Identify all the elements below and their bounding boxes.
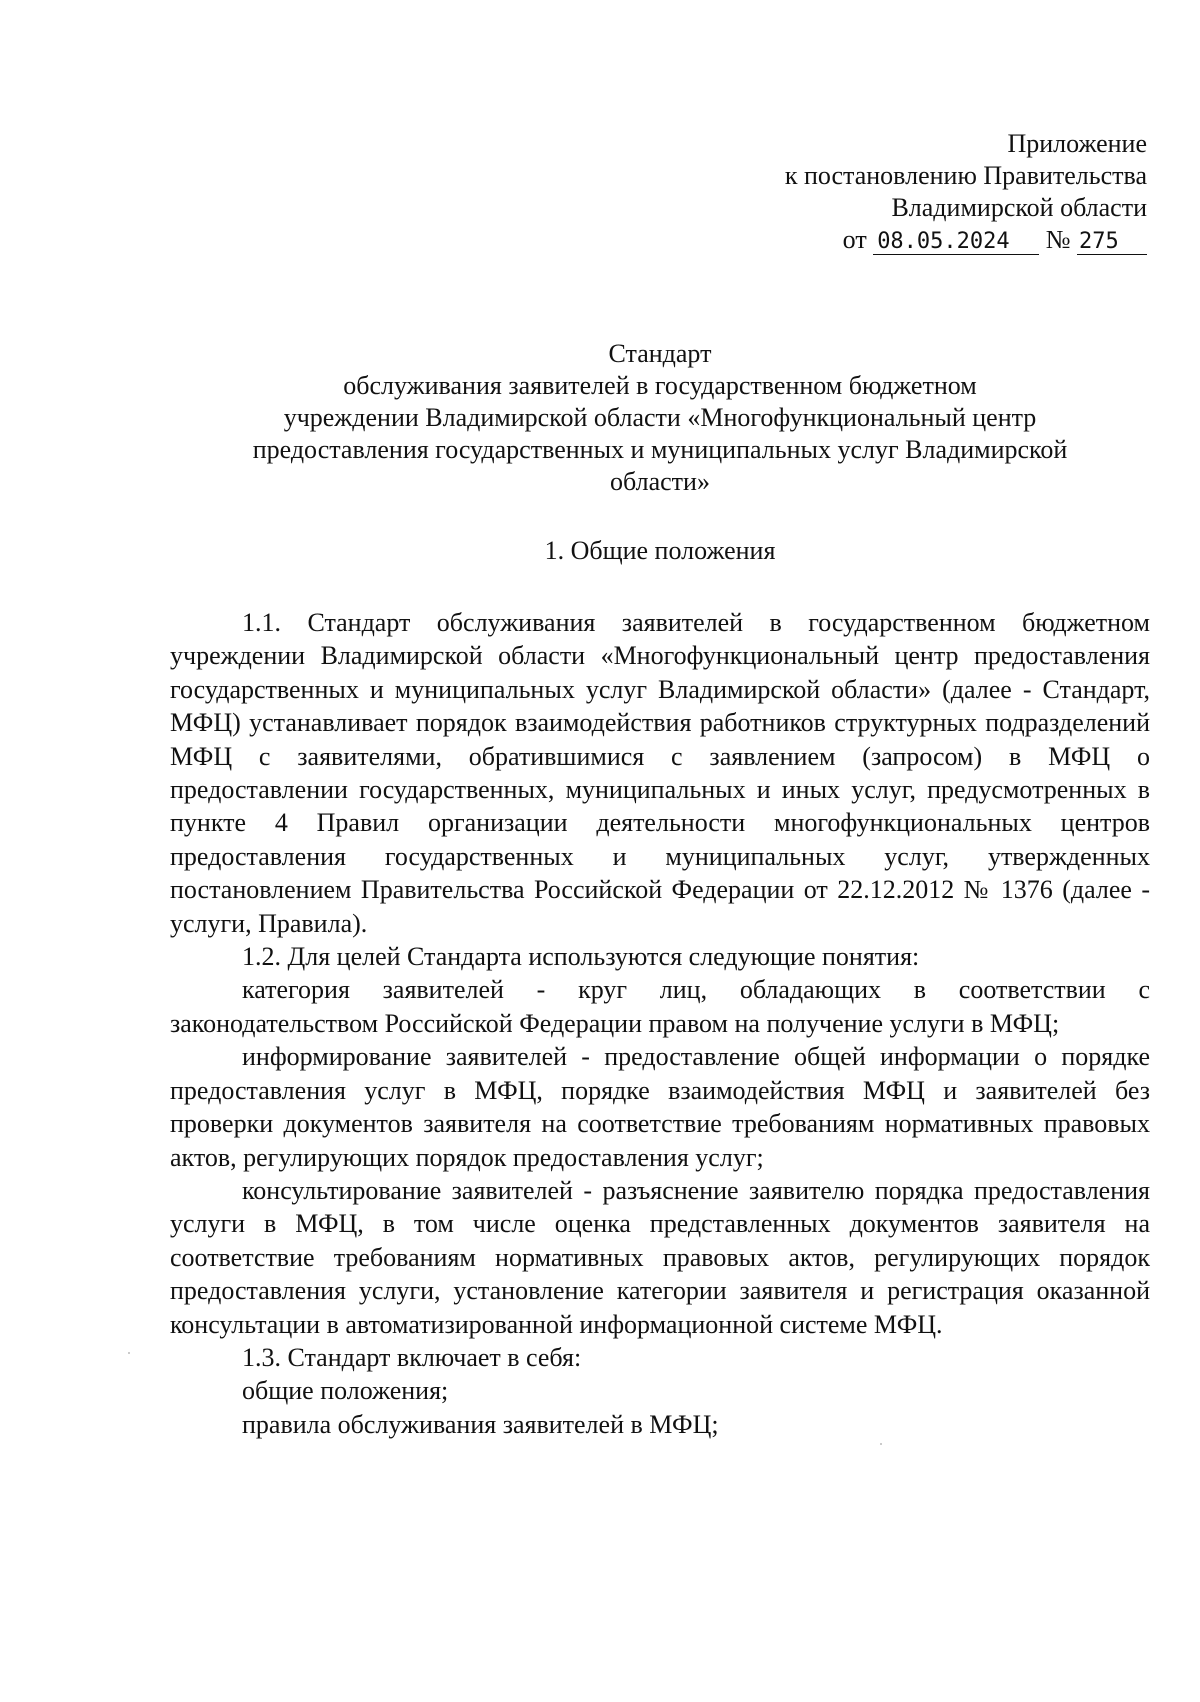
approval-number-label: № xyxy=(1045,225,1071,254)
paragraph-1-1: 1.1. Стандарт обслуживания заявителей в государственном бюджетном учреждении Владимирской области «Многофункциональный центр предоставления государственных и муниципальных услуг Владимирской области» (далее - Стандарт, МФЦ) устанавливает порядок взаимодействия работников структурных подразделений МФЦ с заявителями, обратившимися с заявлением (запросом) в МФЦ о предоставлении государственных, муниципальных и иных услуг, предусмотренных в пункте 4 Правил организации деятельности многофункциональных центров предоставления государственных и муниципальных услуг, утвержденных постановлением Правительства Российской Федерации от 22.12.2012 № 1376 (далее - услуги, Правила). xyxy=(170,608,1150,938)
title-line-1: Стандарт xyxy=(608,339,712,368)
title-line-5: области» xyxy=(610,467,710,496)
definition-informing: информирование заявителей - предоставление общей информации о порядке предоставления услуг в МФЦ, порядке взаимодействия МФЦ и заявителей без проверки документов заявителя на соответствие требованиям нормативных правовых актов, регулирующих порядок предоставления услуг; xyxy=(170,1042,1150,1172)
paragraph-1-2: 1.2. Для целей Стандарта используются следующие понятия: xyxy=(242,942,920,972)
definition-applicant-category: категория заявителей - круг лиц, обладающих в соответствии с законодательством Российской Федерации правом на получение услуги в МФЦ; xyxy=(170,975,1150,1038)
scan-speck xyxy=(128,1352,130,1354)
list-item-general: общие положения; xyxy=(242,1376,449,1406)
approval-appendix: Приложение xyxy=(1007,129,1147,158)
approval-from-label: от xyxy=(842,225,867,254)
title-line-3: учреждении Владимирской области «Многофункциональный центр xyxy=(283,403,1037,432)
approval-date: 08.05.2024 xyxy=(873,230,1039,255)
approval-block xyxy=(785,128,1147,256)
scan-speck xyxy=(880,1443,882,1445)
title-line-4: предоставления государственных и муниципальных услуг Владимирской xyxy=(252,435,1068,464)
document-body xyxy=(170,606,1150,1441)
definition-consulting: консультирование заявителей - разъяснение заявителю порядка предоставления услуги в МФЦ, в том числе оценка представленных документов заявителя на соответствие требованиям нормативных правовых актов, регулирующих порядок предоставления услуги, установление категории заявителя и регистрация оказанной консультации в автоматизированной информационной системе МФЦ. xyxy=(170,1175,1150,1339)
approval-number: 275 xyxy=(1077,230,1147,255)
approval-resolution: к постановлению Правительства xyxy=(784,161,1147,190)
paragraph-1-3: 1.3. Стандарт включает в себя: xyxy=(242,1342,582,1372)
approval-region: Владимирской области xyxy=(891,193,1147,222)
title-line-2: обслуживания заявителей в государственном бюджетном xyxy=(343,371,977,400)
document-title xyxy=(170,338,1150,498)
approval-date-number xyxy=(785,224,1147,256)
list-item-rules: правила обслуживания заявителей в МФЦ; xyxy=(242,1409,719,1439)
section-heading: 1. Общие положения xyxy=(544,536,776,565)
